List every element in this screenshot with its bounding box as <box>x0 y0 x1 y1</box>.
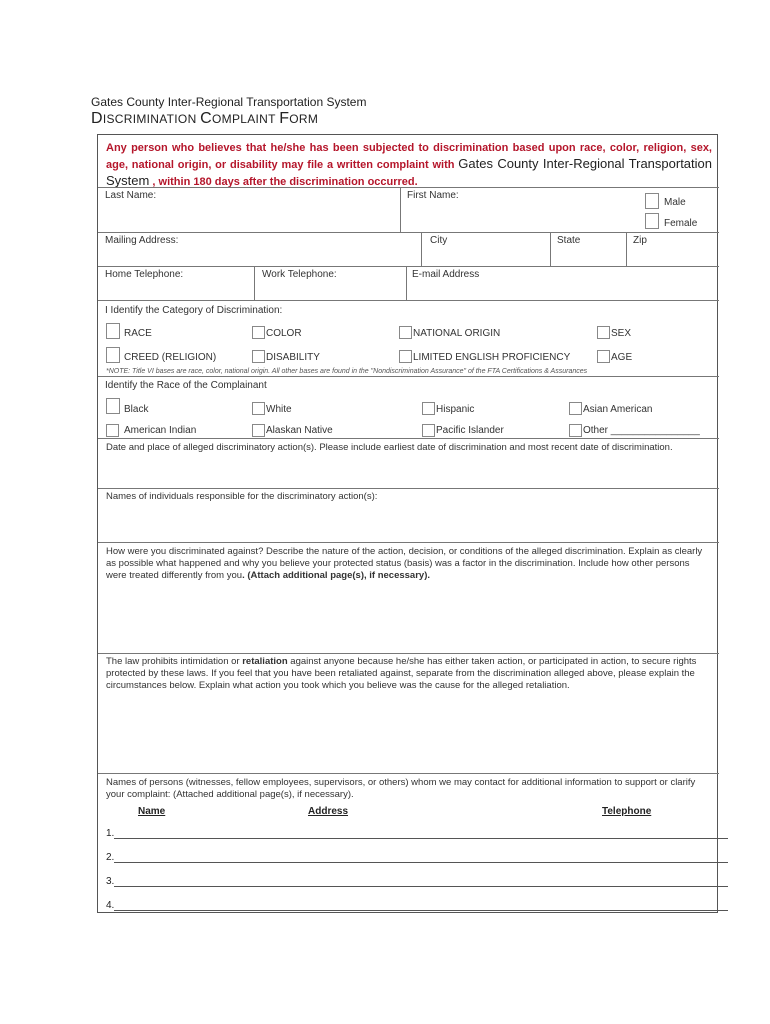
national-origin-checkbox[interactable] <box>399 326 412 339</box>
male-checkbox[interactable] <box>645 193 659 209</box>
alaskan-native-checkbox[interactable] <box>252 424 265 437</box>
eligibility-notice: Any person who believes that he/she has been subjected to discrimination based upon race, color, religion, sex, age, national origin, or disability may file a written complaint with Gates County Inter-Regional Transportation System , within 180 days after the discrimination occurred. <box>106 142 712 188</box>
female-checkbox[interactable] <box>645 213 659 229</box>
address-column-header: Address <box>308 806 349 817</box>
zip-label: Zip <box>633 235 647 246</box>
white-label: White <box>266 404 292 415</box>
creed-checkbox[interactable] <box>106 347 120 363</box>
organization-name: Gates County Inter-Regional Transportation System <box>91 95 367 109</box>
disability-checkbox[interactable] <box>252 350 265 363</box>
white-checkbox[interactable] <box>252 402 265 415</box>
telephone-column-header: Telephone <box>602 806 652 817</box>
form-title: DISCRIMINATION COMPLAINT FORM <box>91 110 319 127</box>
race-heading: Identify the Race of the Complainant <box>105 380 267 391</box>
last-name-label: Last Name: <box>105 190 157 201</box>
sex-checkbox[interactable] <box>597 326 610 339</box>
pacific-islander-label: Pacific Islander <box>436 425 504 436</box>
mailing-address-label: Mailing Address: <box>105 235 179 246</box>
asian-american-label: Asian American <box>583 404 653 415</box>
email-label: E-mail Address <box>412 269 480 280</box>
first-name-label: First Name: <box>407 190 459 201</box>
age-label: AGE <box>611 352 633 363</box>
hispanic-checkbox[interactable] <box>422 402 435 415</box>
title-vi-note: *NOTE: Title VI bases are race, color, national origin. All other bases are found in the "Nondiscrimination Assurance" of the FTA Certifications & Assurances <box>106 368 588 375</box>
contact-row[interactable]: 2. <box>106 852 727 863</box>
national-origin-label: NATIONAL ORIGIN <box>413 328 501 339</box>
male-label: Male <box>664 197 686 208</box>
name-column-header: Name <box>138 806 166 817</box>
color-label: COLOR <box>266 328 302 339</box>
work-telephone-label: Work Telephone: <box>262 269 337 280</box>
age-checkbox[interactable] <box>597 350 610 363</box>
race-checkbox[interactable] <box>106 323 120 339</box>
alaskan-native-label: Alaskan Native <box>266 425 333 436</box>
hispanic-label: Hispanic <box>436 404 475 415</box>
names-responsible-prompt: Names of individuals responsible for the discriminatory action(s): <box>106 491 378 502</box>
creed-label: CREED (RELIGION) <box>124 352 217 363</box>
american-indian-label: American Indian <box>124 425 197 436</box>
american-indian-checkbox[interactable] <box>106 424 119 437</box>
sex-label: SEX <box>611 328 632 339</box>
other-race-label: Other ________________ <box>583 425 700 436</box>
lep-checkbox[interactable] <box>399 350 412 363</box>
pacific-islander-checkbox[interactable] <box>422 424 435 437</box>
date-place-prompt: Date and place of alleged discriminatory action(s). Please include earliest date of discrimination and most recent date of discrimination. <box>106 442 673 453</box>
contact-row[interactable]: 4. <box>106 900 727 911</box>
disability-label: DISABILITY <box>266 352 320 363</box>
female-label: Female <box>664 218 698 229</box>
contact-row[interactable]: 1. <box>106 828 727 839</box>
how-discriminated-prompt: How were you discriminated against? Describe the nature of the action, decision, or conditions of the alleged discrimination. Explain as clearly as possible what happened and why you believe your protected status (basis) was a factor in the discrimination. Include how other persons were treated differently from you. (Attach additional page(s), if necessary). <box>106 546 703 581</box>
contact-row[interactable]: 3. <box>106 876 727 887</box>
black-checkbox[interactable] <box>106 398 120 414</box>
other-race-checkbox[interactable] <box>569 424 582 437</box>
race-label: RACE <box>124 328 152 339</box>
asian-american-checkbox[interactable] <box>569 402 582 415</box>
city-label: City <box>430 235 448 246</box>
lep-label: LIMITED ENGLISH PROFICIENCY <box>413 352 571 363</box>
color-checkbox[interactable] <box>252 326 265 339</box>
retaliation-prompt: The law prohibits intimidation or retaliation against anyone because he/she has either taken action, or participated in action, to secure rights protected by these laws. If you feel that you have been retaliated against, separate from the discrimination alleged above, please explain the circumstances below. Explain what action you took which you believe was the cause for the alleged retaliation. <box>106 656 697 691</box>
black-label: Black <box>124 404 149 415</box>
state-label: State <box>557 235 581 246</box>
complaint-form <box>97 134 718 913</box>
witnesses-prompt: Names of persons (witnesses, fellow employees, supervisors, or others) whom we may contact for additional information to support or clarify your complaint: (Attached additional page(s), if necessary). <box>106 777 696 800</box>
category-heading: I Identify the Category of Discrimination: <box>105 305 283 316</box>
home-telephone-label: Home Telephone: <box>105 269 184 280</box>
